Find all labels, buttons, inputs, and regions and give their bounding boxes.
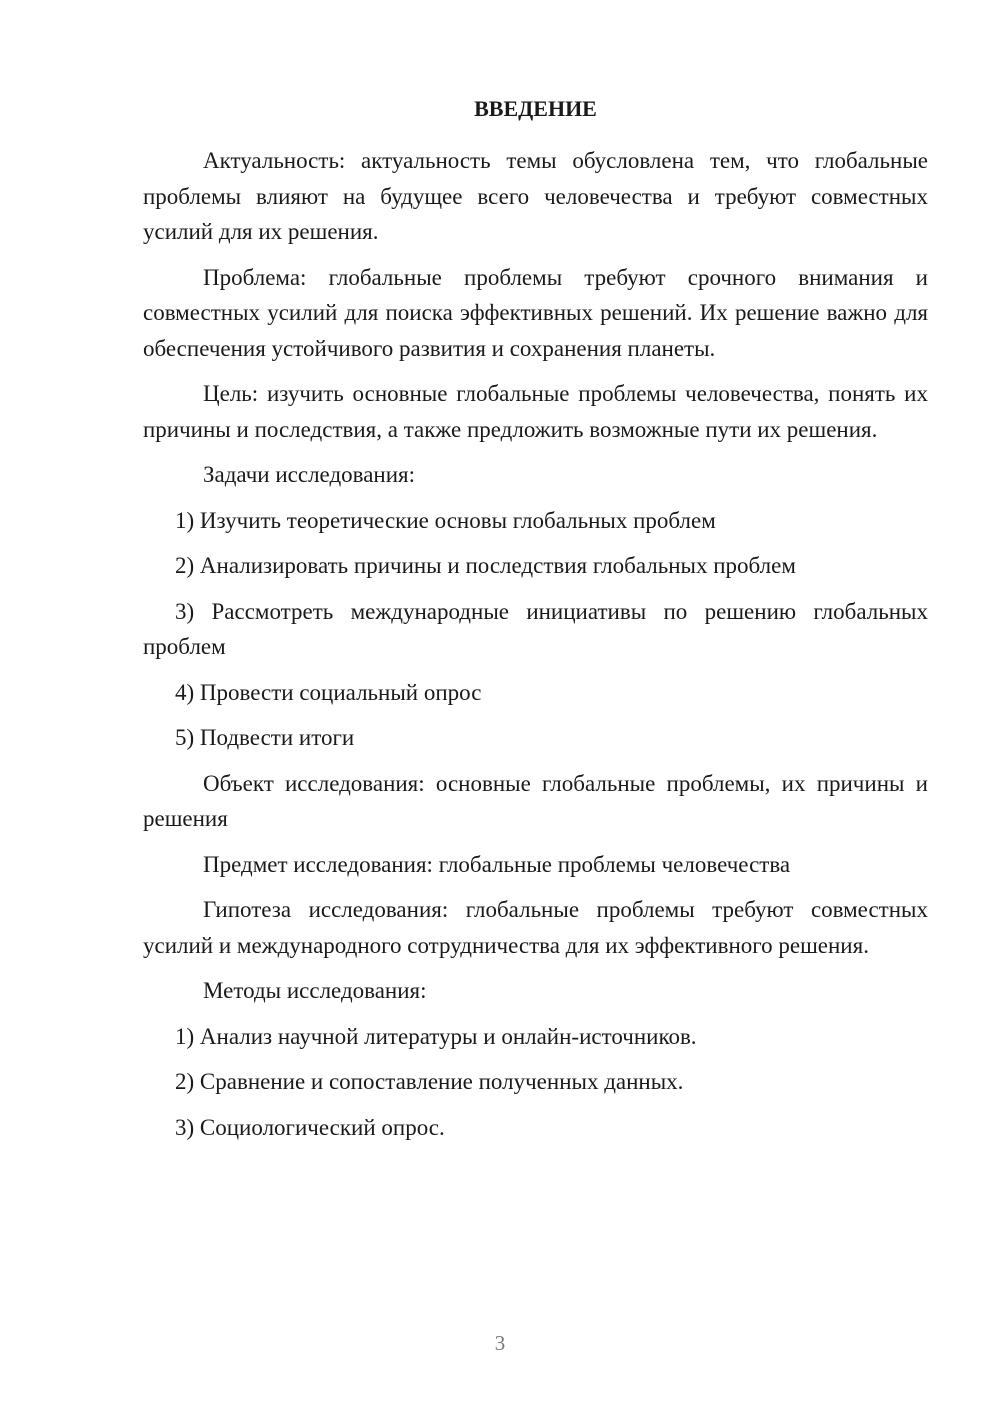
list-item-task-2: 2) Анализировать причины и последствия глобальных проблем (175, 553, 796, 578)
paragraph-object: Объект исследования: основные глобальные проблемы, их причины и решения (143, 770, 928, 831)
paragraph-relevance: Актуальность: актуальность темы обусловлена тем, что глобальные проблемы влияют на будущее всего человечества и требуют совместных усилий для их решения. (143, 148, 928, 244)
list-item-task-1: 1) Изучить теоретические основы глобальных проблем (175, 507, 716, 533)
list-item-method-2: 2) Сравнение и сопоставление полученных данных. (175, 1069, 684, 1094)
list-item-method-1: 1) Анализ научной литературы и онлайн-источников. (175, 1023, 697, 1049)
paragraph-hypothesis: Гипотеза исследования: глобальные проблемы требуют совместных усилий и международного сотрудничества для их эффективного решения. (143, 897, 928, 958)
paragraph-tasks-heading: Задачи исследования: (203, 462, 416, 487)
paragraph-methods-heading: Методы исследования: (203, 978, 427, 1003)
paragraph-subject: Предмет исследования: глобальные проблемы человечества (203, 851, 791, 877)
paragraph-goal: Цель: изучить основные глобальные проблемы человечества, понять их причины и последствия, а также предложить возможные пути их решения. (143, 381, 928, 442)
section-title: ВВЕДЕНИЕ (474, 96, 597, 121)
list-item-task-3: 3) Рассмотреть международные инициативы по решению глобальных проблем (143, 598, 928, 659)
page-number: 3 (494, 1331, 506, 1355)
list-item-method-3: 3) Социологический опрос. (175, 1114, 445, 1140)
paragraph-problem: Проблема: глобальные проблемы требуют срочного внимания и совместных усилий для поиска эффективных решений. Их решение важно для обеспечения устойчивого развития и сохранения планеты. (143, 264, 928, 361)
list-item-task-4: 4) Провести социальный опрос (175, 679, 482, 705)
document-page (143, 94, 928, 1155)
list-item-task-5: 5) Подвести итоги (175, 725, 355, 750)
